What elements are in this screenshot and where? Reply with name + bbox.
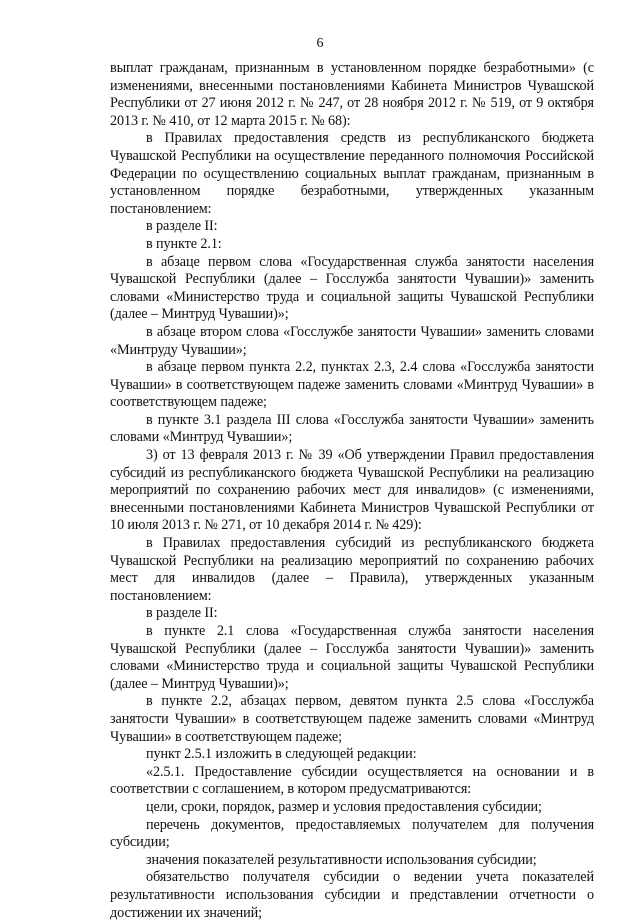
paragraph: обязательство получателя субсидии о ведении учета показателей результативности использования субсидии и представлении отчетности о достижении их значений; bbox=[110, 869, 594, 921]
paragraph: в пункте 3.1 раздела III слова «Госслужба занятости Чувашии» заменить словами «Минтруд Чувашии»; bbox=[110, 411, 594, 446]
paragraph: перечень документов, предоставляемых получателем для получения субсидии; bbox=[110, 816, 594, 851]
paragraph: в разделе II: bbox=[146, 218, 218, 235]
page-number: 6 bbox=[316, 36, 324, 51]
paragraph: пункт 2.5.1 изложить в следующей редакции: bbox=[146, 746, 417, 763]
paragraph: в разделе II: bbox=[146, 605, 218, 622]
paragraph: в абзаце первом слова «Государственная служба занятости населения Чувашской Республики (далее – Госслужба занятости Чувашии)» заменить словами «Министерство труда и социальной защиты Чувашской Республики (далее – Минтруд Чувашии)»; bbox=[110, 253, 594, 323]
document-body bbox=[110, 60, 594, 922]
paragraph: в пункте 2.2, абзацах первом, девятом пункта 2.5 слова «Госслужба занятости Чувашии» в соответствующем падеже заменить словами «Минтруд Чувашии» в соответствующем падеже; bbox=[110, 693, 594, 745]
paragraph: цели, сроки, порядок, размер и условия предоставления субсидии; bbox=[146, 798, 542, 815]
paragraph: «2.5.1. Предоставление субсидии осуществляется на основании и в соответствии с соглашением, в котором предусматриваются: bbox=[110, 763, 594, 798]
paragraph: в абзаце первом пункта 2.2, пунктах 2.3, 2.4 слова «Госслужба занятости Чувашии» в соответствующем падеже заменить словами «Минтруд Чувашии» в соответствующем падеже; bbox=[110, 359, 594, 411]
paragraph: в пункте 2.1: bbox=[146, 235, 222, 252]
paragraph: значения показателей результативности использования субсидии; bbox=[146, 851, 537, 868]
paragraph: 3) от 13 февраля 2013 г. № 39 «Об утверждении Правил предоставления субсидий из республиканского бюджета Чувашской Республики на реализацию мероприятий по сохранению рабочих мест для инвалидов» (с изменениями, внесенными постановлениями Кабинета Министров Чувашской Республики от 10 июля 2013 г. № 271, от 10 декабря 2014 г. № 429): bbox=[110, 447, 594, 534]
paragraph: в Правилах предоставления средств из республиканского бюджета Чувашской Республики на осуществление переданного полномочия Российской Федерации по осуществлению социальных выплат гражданам, признанным в установленном порядке безработными, утвержденных указанным постановлением: bbox=[110, 130, 594, 217]
paragraph: в абзаце втором слова «Госслужбе занятости Чувашии» заменить словами «Минтруду Чувашии»; bbox=[110, 323, 594, 358]
paragraph: в Правилах предоставления субсидий из республиканского бюджета Чувашской Республики на реализацию мероприятий по сохранению рабочих мест для инвалидов (далее – Правила), утвержденных указанным постановлением: bbox=[110, 535, 594, 604]
paragraph: в пункте 2.1 слова «Государственная служба занятости населения Чувашской Республики (далее – Госслужба занятости Чувашии)» заменить словами «Министерство труда и социальной защиты Чувашской Республики (далее – Минтруд Чувашии)»; bbox=[110, 623, 594, 692]
paragraph: выплат гражданам, признанным в установленном порядке безработными» (с изменениями, внесенными постановлениями Кабинета Министров Чувашской Республики от 27 июня 2012 г. № 247, от 28 ноября 2012 г. № 519, от 9 октября 2013 г. № 410, от 12 марта 2015 г. № 68): bbox=[110, 60, 594, 129]
